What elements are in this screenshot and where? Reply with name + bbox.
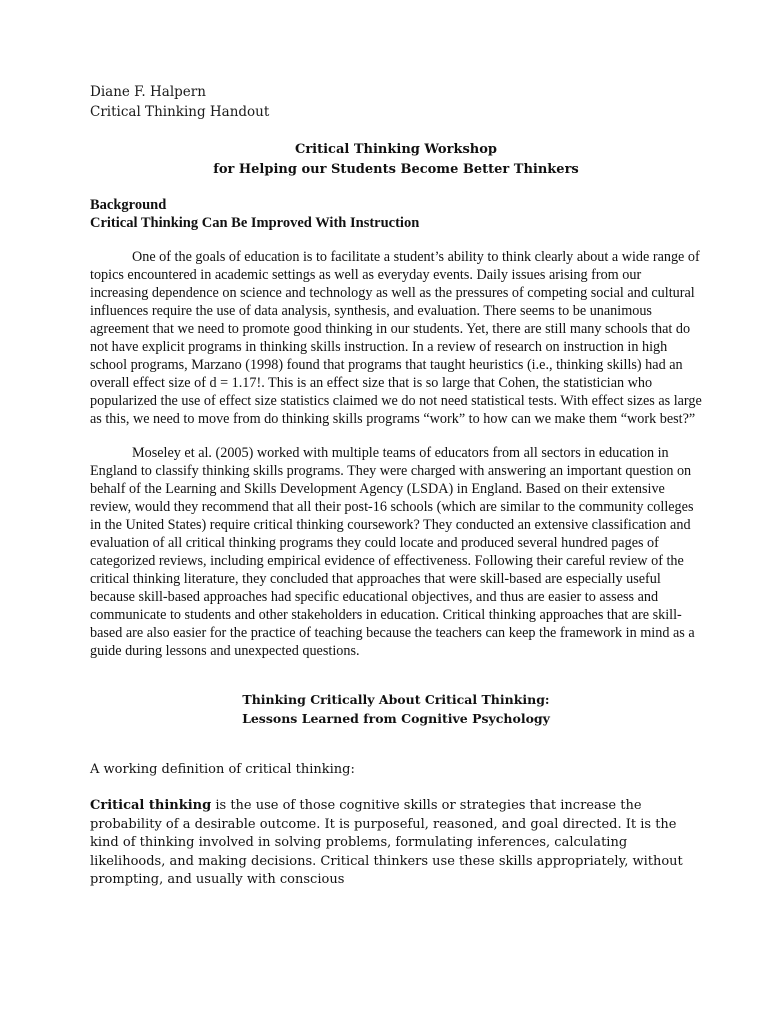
workshop-title [90,140,702,180]
workshop-title-line-1: Critical Thinking Workshop [294,142,497,157]
background-heading: Background [90,197,167,213]
definition-intro: A working definition of critical thinking: [90,762,355,777]
lessons-heading-line-2: Lessons Learned from Cognitive Psychology [242,711,550,726]
background-subheading: Critical Thinking Can Be Improved With Instruction [90,215,420,231]
lessons-heading [90,690,702,728]
background-section-heading [90,196,702,232]
document-page [90,82,702,890]
definition-term: Critical thinking [90,798,212,813]
author-name: Diane F. Halpern [90,84,206,100]
definition-body: is the use of those cognitive skills or strategies that increase the probability of a desirable outcome. It is purposeful, reasoned, and goal directed. It is the kind of thinking involved in solving problems, formulating inferences, calculating likelihoods, and making decisions. Critical thinkers use these skills appropriately, without prompting, and usually with conscious [90,798,683,887]
workshop-title-line-2: for Helping our Students Become Better Thinkers [213,162,579,177]
background-paragraph-1: One of the goals of education is to facilitate a student’s ability to think clearly about a wide range of topics encountered in academic settings as well as everyday events. Daily issues arising from our increasing dependence on science and technology as well as the pressures of competing social and cultural influences require the use of data analysis, synthesis, and evaluation. There seems to be unanimous agreement that we need to promote good thinking in our students. Yet, there are still many schools that do not have explicit programs in thinking skills instruction. In a review of research on instruction in high school programs, Marzano (1998) found that programs that taught heuristics (i.e., thinking skills) had an overall effect size of d = 1.17!. This is an effect size that is so large that Cohen, the statistician who popularized the use of effect size statistics claimed we do not need statistical tests. With effect sizes as large as this, we need to move from do thinking skills programs “work” to how can we make them “work best?” [90,249,702,427]
lessons-heading-line-1: Thinking Critically About Critical Thinking: [242,692,550,707]
background-paragraph-2: Moseley et al. (2005) worked with multiple teams of educators from all sectors in education in England to classify thinking skills programs. They were charged with answering an important question on behalf of the Learning and Skills Development Agency (LSDA) in England. Based on their extensive review, would they recommend that all their post-16 schools (which are similar to the community colleges in the United States) require critical thinking coursework? They conducted an extensive classification and evaluation of all critical thinking programs they could locate and produced several hundred pages of categorized reviews, including empirical evidence of effectiveness. Following their careful review of the critical thinking literature, they concluded that approaches that were skill-based are especially useful because skill-based approaches had specific educational objectives, and thus are easier to assess and communicate to students and other stakeholders in education. Critical thinking approaches that are skill-based are also easier for the practice of teaching because the teachers can keep the framework in mind as a guide during lessons and unexpected questions. [90,445,695,659]
definition-paragraph [90,797,702,890]
document-label: Critical Thinking Handout [90,104,270,120]
